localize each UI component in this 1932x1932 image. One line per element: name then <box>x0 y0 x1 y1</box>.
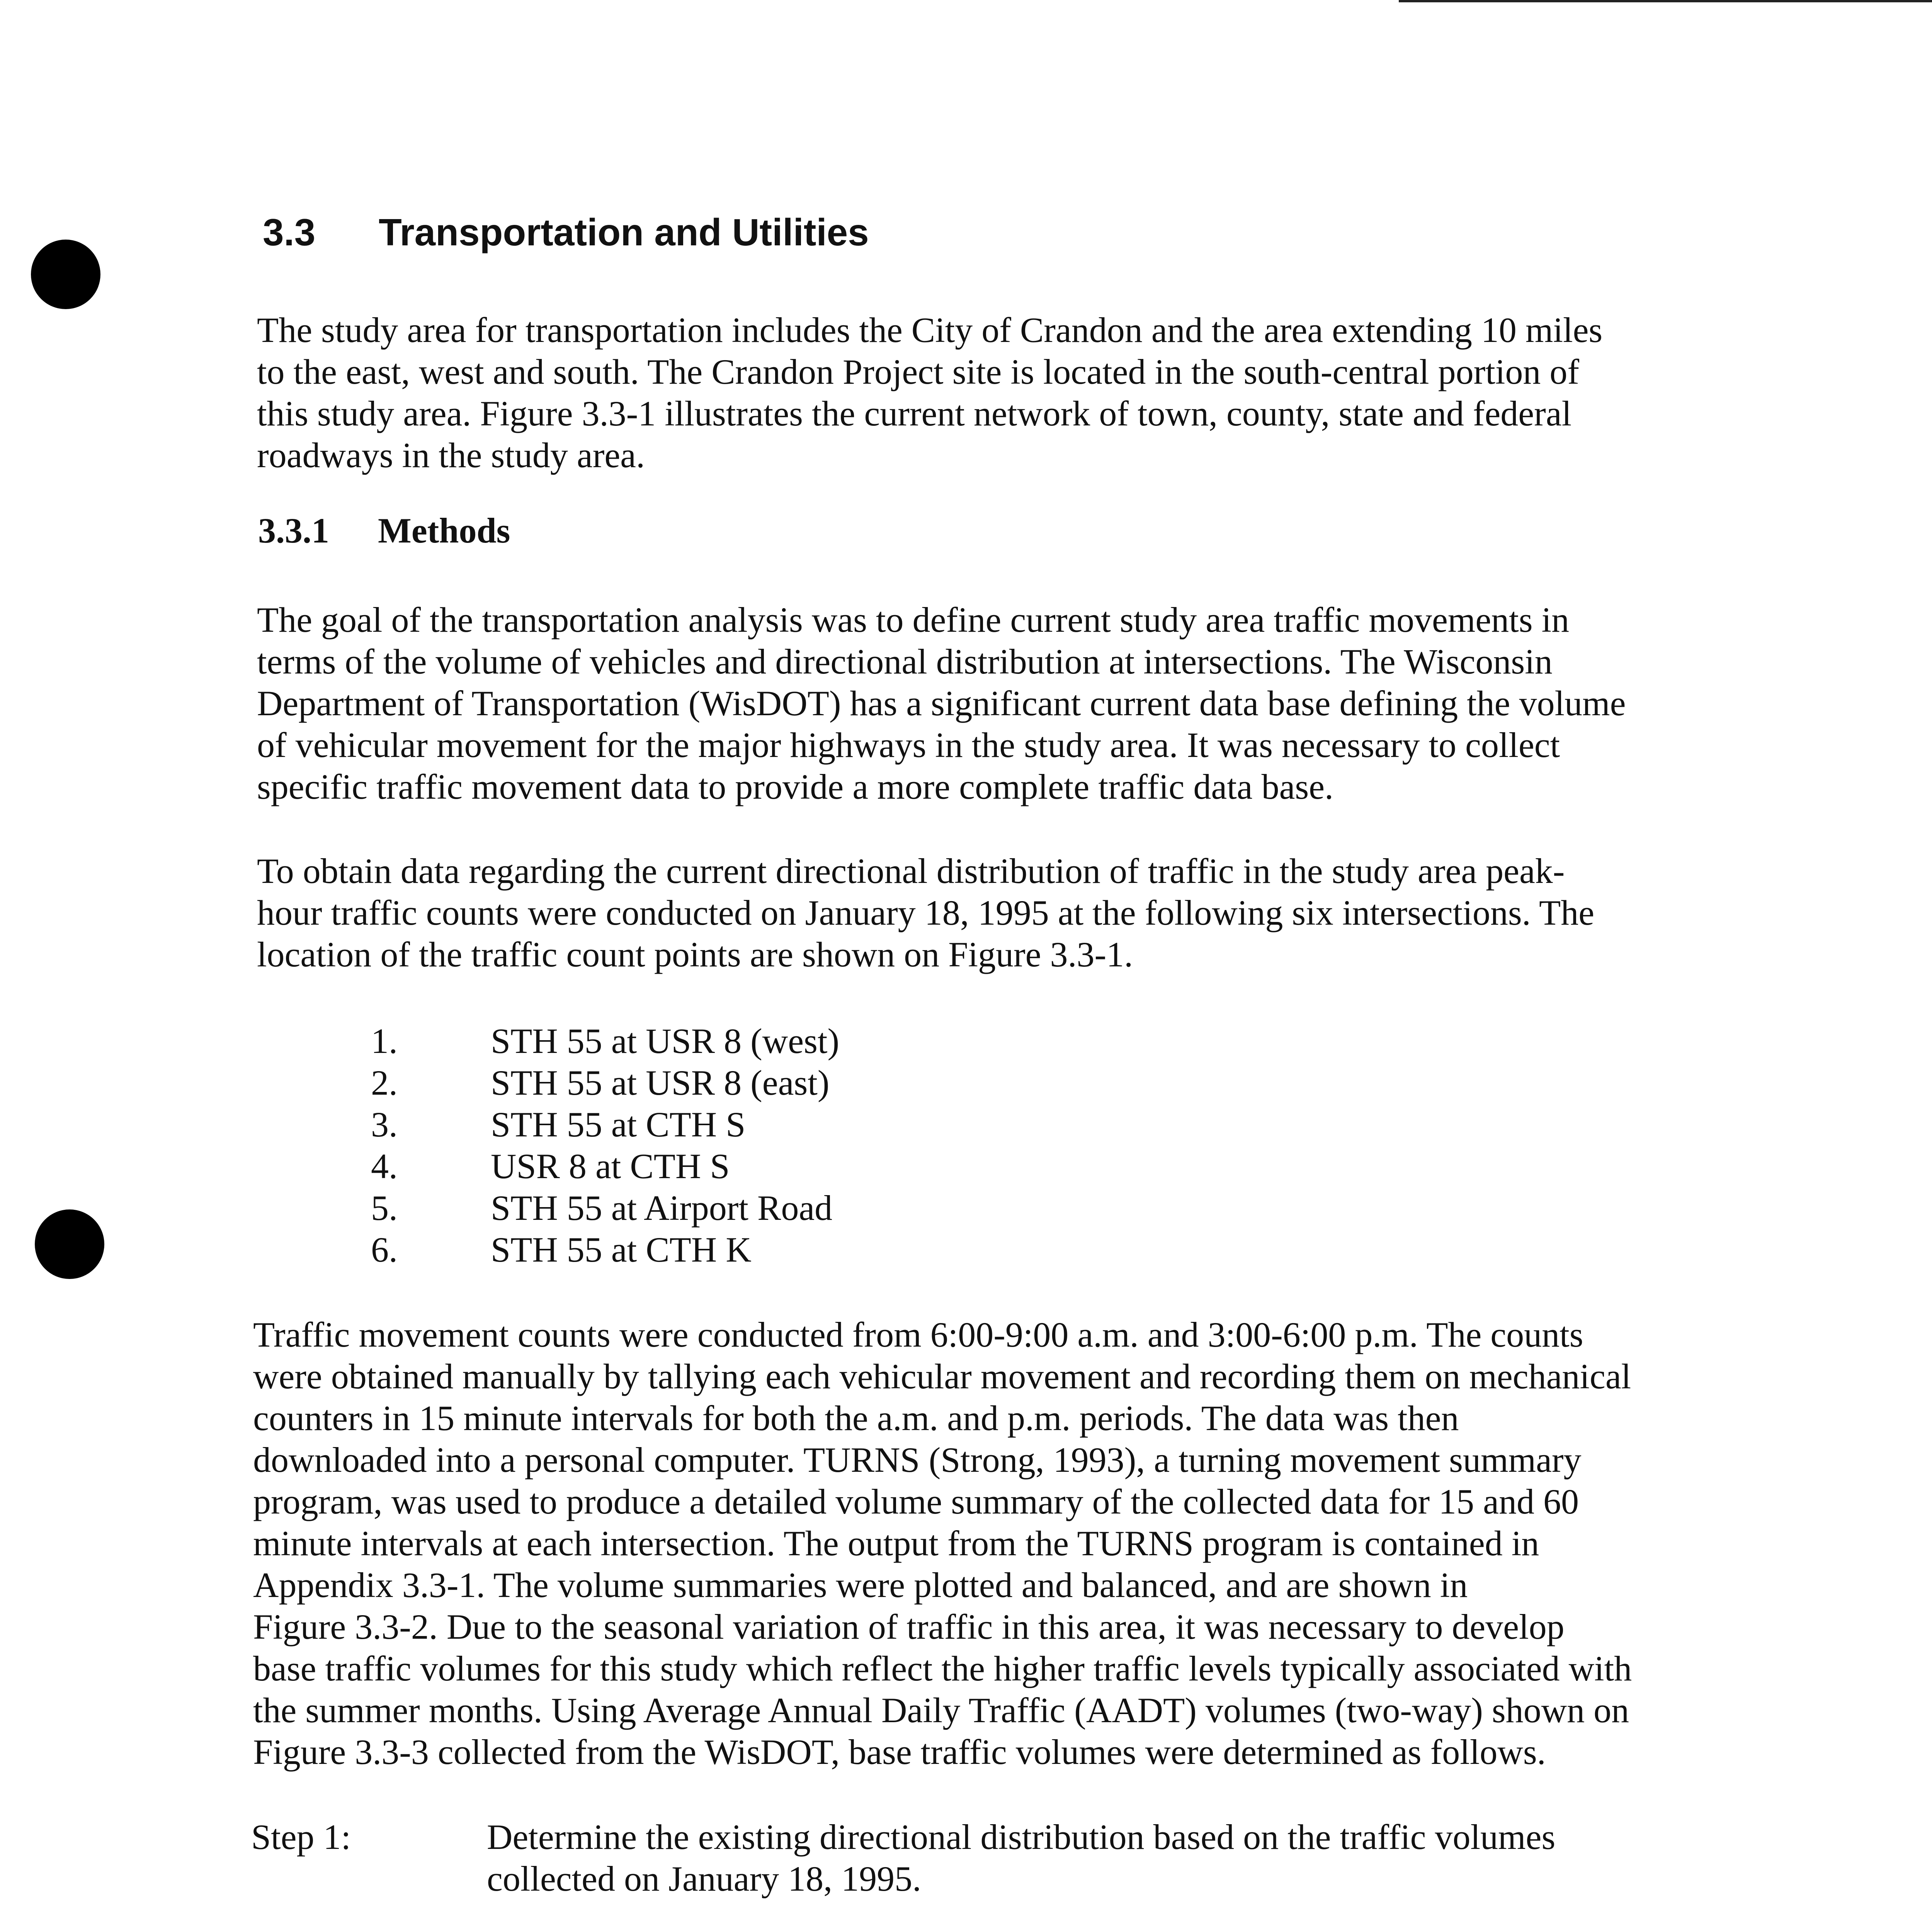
text-line: The goal of the transportation analysis was to define current study area traffic movements in <box>257 600 1570 639</box>
list-label: USR 8 at CTH S <box>491 1146 730 1186</box>
text-line: Appendix 3.3-1. The volume summaries were plotted and balanced, and are shown in <box>253 1565 1468 1605</box>
step-body <box>487 1816 1932 1900</box>
list-number: 2. <box>371 1063 398 1102</box>
text-line: Department of Transportation (WisDOT) has a significant current data base defining the volume <box>257 684 1626 723</box>
intersection-list <box>371 1020 839 1270</box>
text-line: collected on January 18, 1995. <box>487 1859 922 1898</box>
intro-paragraph <box>257 309 1783 476</box>
text-line: base traffic volumes for this study which reflect the higher traffic levels typically associated with <box>253 1649 1632 1688</box>
text-line: specific traffic movement data to provide a more complete traffic data base. <box>257 767 1334 806</box>
goal-paragraph <box>257 599 1783 808</box>
list-item <box>371 1020 839 1062</box>
list-label: STH 55 at USR 8 (east) <box>491 1063 830 1102</box>
text-line: were obtained manually by tallying each vehicular movement and recording them on mechanical <box>253 1357 1631 1396</box>
text-line: the summer months. Using Average Annual Daily Traffic (AADT) volumes (two-way) shown on <box>253 1690 1629 1730</box>
list-label: STH 55 at CTH S <box>491 1105 746 1144</box>
text-line: To obtain data regarding the current directional distribution of traffic in the study area peak- <box>257 851 1565 891</box>
punch-hole-middle <box>35 1209 104 1279</box>
subsection-number: 3.3.1 <box>258 511 329 550</box>
data-collection-paragraph <box>257 850 1783 975</box>
text-line: Determine the existing directional distribution based on the traffic volumes <box>487 1817 1556 1857</box>
list-item <box>371 1187 839 1229</box>
punch-hole-top <box>31 240 100 309</box>
list-item <box>371 1229 839 1270</box>
text-line: hour traffic counts were conducted on January 18, 1995 at the following six intersections. The <box>257 893 1595 932</box>
section-heading <box>263 211 869 254</box>
section-number: 3.3 <box>263 211 316 253</box>
text-line: The study area for transportation includes the City of Crandon and the area extending 10 miles <box>257 310 1603 350</box>
traffic-count-paragraph <box>253 1314 1779 1773</box>
list-label: STH 55 at USR 8 (west) <box>491 1021 840 1061</box>
list-number: 4. <box>371 1146 398 1186</box>
list-label: STH 55 at CTH K <box>491 1230 752 1269</box>
text-line: to the east, west and south. The Crandon Project site is located in the south-central portion of <box>257 352 1579 391</box>
section-title: Transportation and Utilities <box>379 211 869 253</box>
text-line: downloaded into a personal computer. TURNS (Strong, 1993), a turning movement summary <box>253 1440 1582 1480</box>
list-label: STH 55 at Airport Road <box>491 1188 833 1228</box>
list-number: 1. <box>371 1021 398 1061</box>
text-line: program, was used to produce a detailed volume summary of the collected data for 15 and 60 <box>253 1482 1579 1521</box>
text-line: Traffic movement counts were conducted from 6:00-9:00 a.m. and 3:00-6:00 p.m. The counts <box>253 1315 1583 1354</box>
top-edge-rule <box>1399 0 1932 2</box>
list-number: 5. <box>371 1188 398 1228</box>
text-line: Figure 3.3-3 collected from the WisDOT, base traffic volumes were determined as follows. <box>253 1732 1546 1772</box>
list-number: 3. <box>371 1105 398 1144</box>
text-line: terms of the volume of vehicles and directional distribution at intersections. The Wisconsin <box>257 642 1553 681</box>
list-item <box>371 1062 839 1104</box>
list-number: 6. <box>371 1230 398 1269</box>
text-line: counters in 15 minute intervals for both the a.m. and p.m. periods. The data was then <box>253 1398 1459 1438</box>
subsection-heading <box>258 510 510 551</box>
subsection-title: Methods <box>378 511 510 550</box>
text-line: Figure 3.3-2. Due to the seasonal variation of traffic in this area, it was necessary to develop <box>253 1607 1565 1646</box>
list-item <box>371 1145 839 1187</box>
step-label: Step 1: <box>251 1817 351 1857</box>
text-line: minute intervals at each intersection. The output from the TURNS program is contained in <box>253 1524 1539 1563</box>
text-line: of vehicular movement for the major highways in the study area. It was necessary to collect <box>257 725 1560 765</box>
list-item <box>371 1104 839 1145</box>
text-line: location of the traffic count points are shown on Figure 3.3-1. <box>257 935 1133 974</box>
text-line: roadways in the study area. <box>257 435 645 475</box>
text-line: this study area. Figure 3.3-1 illustrates the current network of town, county, state and federal <box>257 394 1572 433</box>
